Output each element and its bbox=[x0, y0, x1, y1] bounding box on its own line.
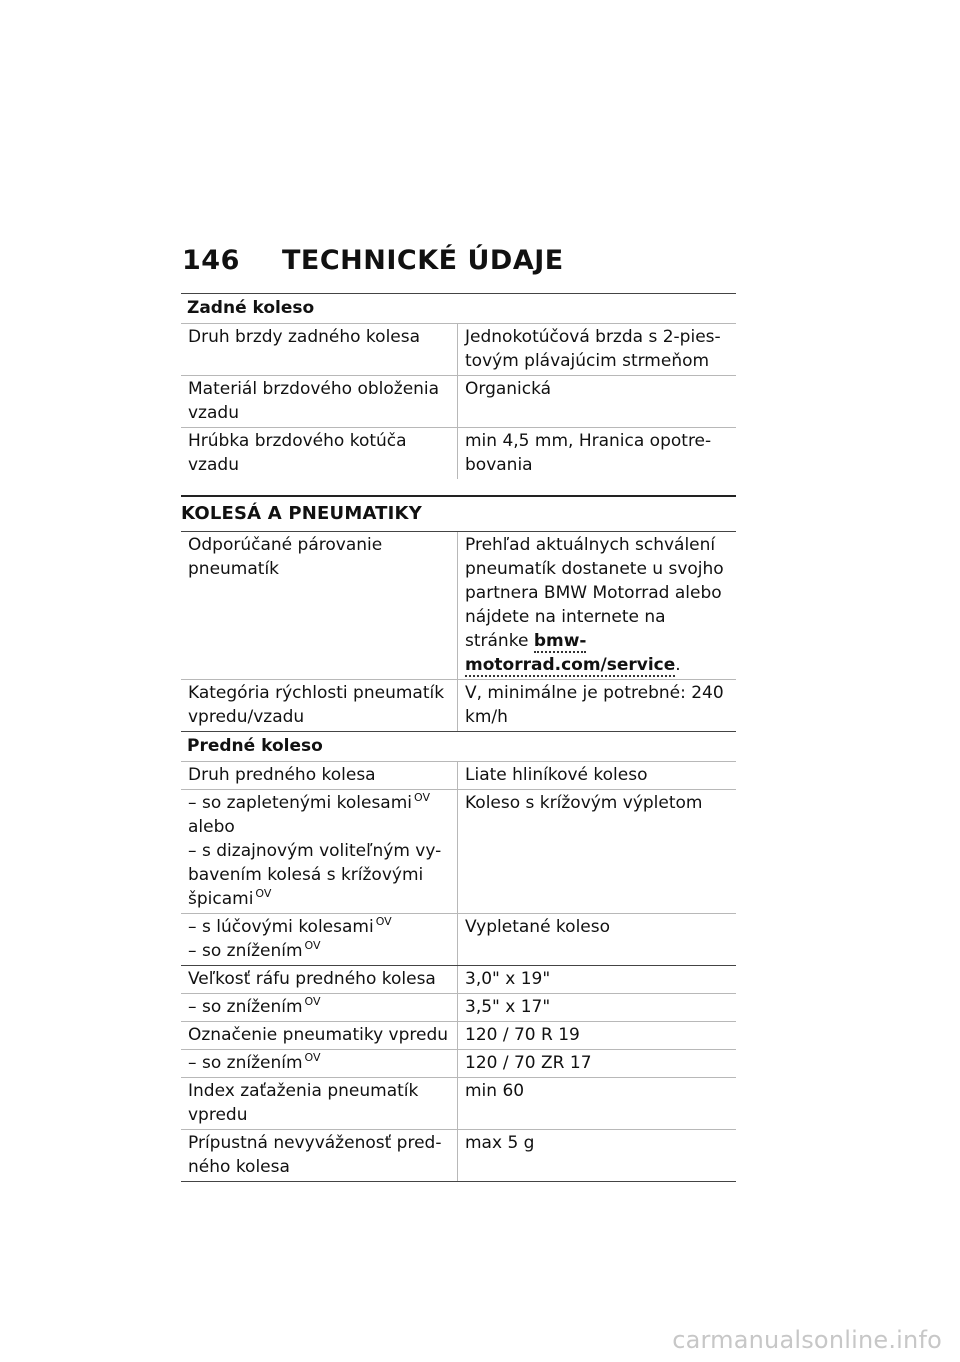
table-row bbox=[181, 913, 736, 965]
ov-mark: OV bbox=[375, 915, 392, 928]
ov-mark: OV bbox=[304, 995, 321, 1008]
row-value bbox=[458, 532, 736, 679]
row-value: 120 / 70 ZR 17 bbox=[465, 1053, 592, 1073]
table-row bbox=[181, 993, 736, 1021]
row-label: Materiál brzdového obloženia vzadu bbox=[181, 376, 458, 427]
label-text: s dizajnovým voliteľným vy-bavením kolesá s krížovými špicami bbox=[188, 841, 442, 909]
row-label bbox=[181, 1050, 458, 1077]
dash: – bbox=[188, 917, 197, 937]
row-value: max 5 g bbox=[465, 1133, 535, 1153]
section-rear-wheel-title: Zadné koleso bbox=[181, 293, 736, 323]
dash: – bbox=[188, 941, 197, 961]
label-text: s lúčovými kolesami bbox=[202, 917, 374, 937]
table-row bbox=[181, 323, 736, 375]
row-label bbox=[181, 914, 458, 965]
row-label: Index zaťaženia pneumatík vpredu bbox=[181, 1078, 458, 1129]
dash: – bbox=[188, 841, 197, 861]
table-row bbox=[181, 679, 736, 731]
row-value: 3,0" x 19" bbox=[465, 969, 551, 989]
row-value: Liate hliníkové koleso bbox=[465, 765, 648, 785]
section-wheels-tires-title: KOLESÁ A PNEUMATIKY bbox=[181, 495, 736, 531]
label-text: so znížením bbox=[202, 997, 303, 1017]
label-text: so zapletenými kolesami bbox=[202, 793, 413, 813]
pairing-text: Prehľad aktuálnych schválení pneumatík dostanete u svojho partnera BMW Motorrad alebo nájdete na internete na stránke bbox=[465, 535, 724, 651]
table-row bbox=[181, 965, 736, 993]
table-row bbox=[181, 1129, 736, 1181]
row-label bbox=[181, 790, 458, 913]
row-label: Odporúčané párovanie pneumatík bbox=[181, 532, 458, 679]
row-value: min 60 bbox=[465, 1081, 525, 1101]
page-number: 146 bbox=[182, 245, 240, 276]
ov-mark: OV bbox=[304, 939, 321, 952]
row-value: Vypletané koleso bbox=[465, 917, 611, 937]
table-row bbox=[181, 531, 736, 679]
row-label: Hrúbka brzdového kotúča vzadu bbox=[181, 428, 458, 479]
row-value: Organická bbox=[465, 379, 552, 399]
label-text: alebo bbox=[188, 817, 235, 837]
table-row bbox=[181, 427, 736, 479]
row-label: Označenie pneumatiky vpredu bbox=[181, 1022, 458, 1049]
row-value: 3,5" x 17" bbox=[465, 997, 551, 1017]
label-text: so znížením bbox=[202, 941, 303, 961]
row-label: Druh brzdy zadného kolesa bbox=[181, 324, 458, 375]
label-text: so znížením bbox=[202, 1053, 303, 1073]
row-label: Kategória rýchlosti pneumatík vpredu/vzadu bbox=[181, 680, 458, 731]
section-front-wheel-title: Predné koleso bbox=[181, 731, 736, 761]
ov-mark: OV bbox=[304, 1051, 321, 1064]
table-row bbox=[181, 761, 736, 789]
service-link[interactable]: bmw-motorrad.com/service bbox=[465, 631, 676, 675]
table-row bbox=[181, 789, 736, 913]
row-value: min 4,5 mm, Hranica opotre-bovania bbox=[465, 431, 712, 475]
table-row bbox=[181, 1049, 736, 1077]
ov-mark: OV bbox=[255, 887, 272, 900]
table-row bbox=[181, 1077, 736, 1129]
page-title: TECHNICKÉ ÚDAJE bbox=[282, 245, 564, 276]
row-label: Prípustná nevyváženosť pred-ného kolesa bbox=[181, 1130, 458, 1181]
table-row bbox=[181, 375, 736, 427]
spec-table bbox=[181, 293, 736, 1182]
table-row bbox=[181, 1021, 736, 1049]
pairing-end: . bbox=[675, 655, 681, 675]
row-value: Jednokotúčová brzda s 2-pies-tovým plávajúcim strmeňom bbox=[465, 327, 721, 371]
dash: – bbox=[188, 793, 197, 813]
row-value: 120 / 70 R 19 bbox=[465, 1025, 580, 1045]
table-bottom-rule bbox=[181, 1181, 736, 1182]
page-header bbox=[182, 245, 564, 276]
row-label bbox=[181, 994, 458, 1021]
row-label: Druh predného kolesa bbox=[181, 762, 458, 789]
dash: – bbox=[188, 1053, 197, 1073]
dash: – bbox=[188, 997, 197, 1017]
row-value: V, minimálne je potrebné: 240 km/h bbox=[465, 683, 724, 727]
watermark: carmanualsonline.info bbox=[672, 1326, 942, 1354]
row-label: Veľkosť ráfu predného kolesa bbox=[181, 966, 458, 993]
row-value: Koleso s krížovým výpletom bbox=[465, 793, 703, 813]
ov-mark: OV bbox=[414, 791, 431, 804]
